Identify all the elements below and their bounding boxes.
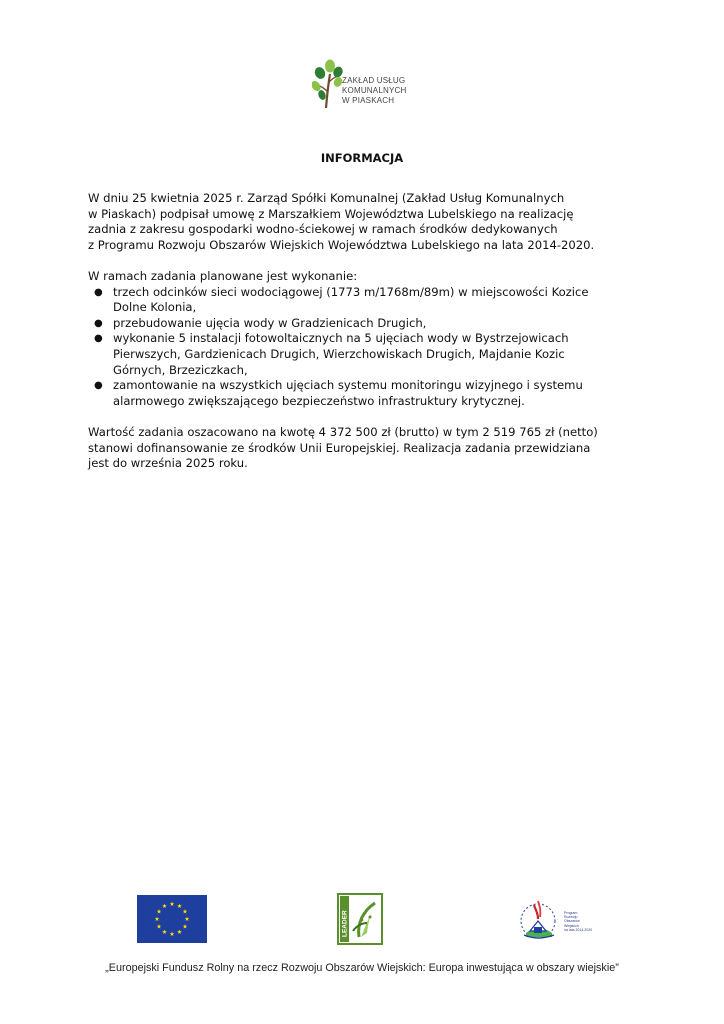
eu-star-icon (183, 909, 188, 913)
prow-line: Wiejskich (564, 923, 579, 928)
text-line: zadnia z zakresu gospodarki wodno-ściekowej w ramach środków dedykowanych (88, 222, 558, 237)
bullet-icon: ● (94, 333, 103, 345)
paragraph-value (88, 425, 648, 472)
eu-star-icon (155, 917, 160, 921)
text-line: Dolne Kolonia, (113, 300, 197, 315)
text-line: Wartość zadania oszacowano na kwotę 4 372 500 zł (brutto) w tym 2 519 765 zł (netto) (88, 424, 598, 439)
prow-line: Program (564, 911, 578, 915)
prow-line: Obszarów (564, 919, 580, 924)
list-item (88, 285, 648, 316)
leader-logo-icon (337, 893, 383, 945)
logo-line: W PIASKACH (342, 96, 395, 105)
text-line: zamontowanie na wszystkich ujęciach systemu monitoringu wizyjnego i systemu (113, 378, 583, 393)
bullet-icon: ● (94, 286, 103, 298)
eu-star-icon (177, 930, 182, 934)
text-line: stanowi dofinansowanie ze środków Unii Europejskiej. Realizacja zadania przewidziana (88, 440, 591, 455)
eu-star-icon (183, 924, 188, 928)
eu-star-icon (177, 904, 182, 908)
eu-star-icon (162, 904, 167, 908)
paragraph-agreement (88, 191, 648, 253)
prow-line: na lata 2014-2020 (564, 927, 593, 932)
prow-line: Rozwoju (564, 915, 578, 920)
logo-text (342, 76, 406, 106)
eu-star-icon (157, 909, 162, 913)
text-line: z Programu Rozwoju Obszarów Wiejskich Województwa Lubelskiego na lata 2014-2020. (88, 237, 595, 252)
leader-text: LEADER (341, 910, 349, 937)
text-line: Górnych, Brzeziczkach, (113, 362, 248, 377)
text-line: wykonanie 5 instalacji fotowoltaicznych na 5 ujęciach wody w Bystrzejowicach (113, 331, 569, 346)
text-line: trzech odcinków sieci wodociągowej (1773 m/1768m/89m) w miejscowości Kozice (113, 284, 589, 299)
bullet-icon: ● (94, 317, 103, 329)
list-item (88, 316, 648, 332)
text-line: w Piaskach) podpisał umowę z Marszałkiem Województwa Lubelskiego na realizację (88, 206, 574, 221)
tasks-intro: W ramach zadania planowane jest wykonanie: (88, 268, 358, 283)
logo-line: KOMUNALNYCH (342, 86, 407, 95)
leaf-tree-icon (312, 58, 344, 110)
text-line: alarmowego zwiększającego bezpieczeństwo infrastruktury krytycznej. (113, 393, 525, 408)
document-title: INFORMACJA (320, 151, 404, 165)
list-item (88, 331, 648, 378)
eu-flag-icon (137, 895, 207, 943)
text-line: jest do września 2025 roku. (88, 456, 248, 471)
eu-star-icon (185, 917, 190, 921)
eu-star-icon (157, 924, 162, 928)
document-body (88, 191, 648, 472)
text-line: przebudowanie ujęcia wody w Gradzienicach Drugich, (113, 315, 427, 330)
text-line: W dniu 25 kwietnia 2025 r. Zarząd Spółki Komunalnej (Zakład Usług Komunalnych (88, 191, 565, 205)
eu-star-icon (170, 902, 175, 906)
logo-line: ZAKŁAD USŁUG (342, 76, 406, 85)
tasks-list (88, 285, 648, 410)
prow-text (564, 911, 592, 932)
eu-star-icon (162, 930, 167, 934)
bullet-icon: ● (94, 380, 103, 392)
footer-logos (0, 893, 724, 953)
eu-star-icon (170, 932, 175, 936)
text-line: Pierwszych, Gardzienicach Drugich, Wierzchowiskach Drugich, Majdanie Kozic (113, 346, 565, 361)
footer-caption: „Europejski Fundusz Rolny na rzecz Rozwoju Obszarów Wiejskich: Europa inwestująca w obszary wiejskie” (105, 962, 619, 974)
company-logo (312, 58, 422, 114)
list-item (88, 378, 648, 409)
prow-logo-icon (514, 895, 593, 945)
